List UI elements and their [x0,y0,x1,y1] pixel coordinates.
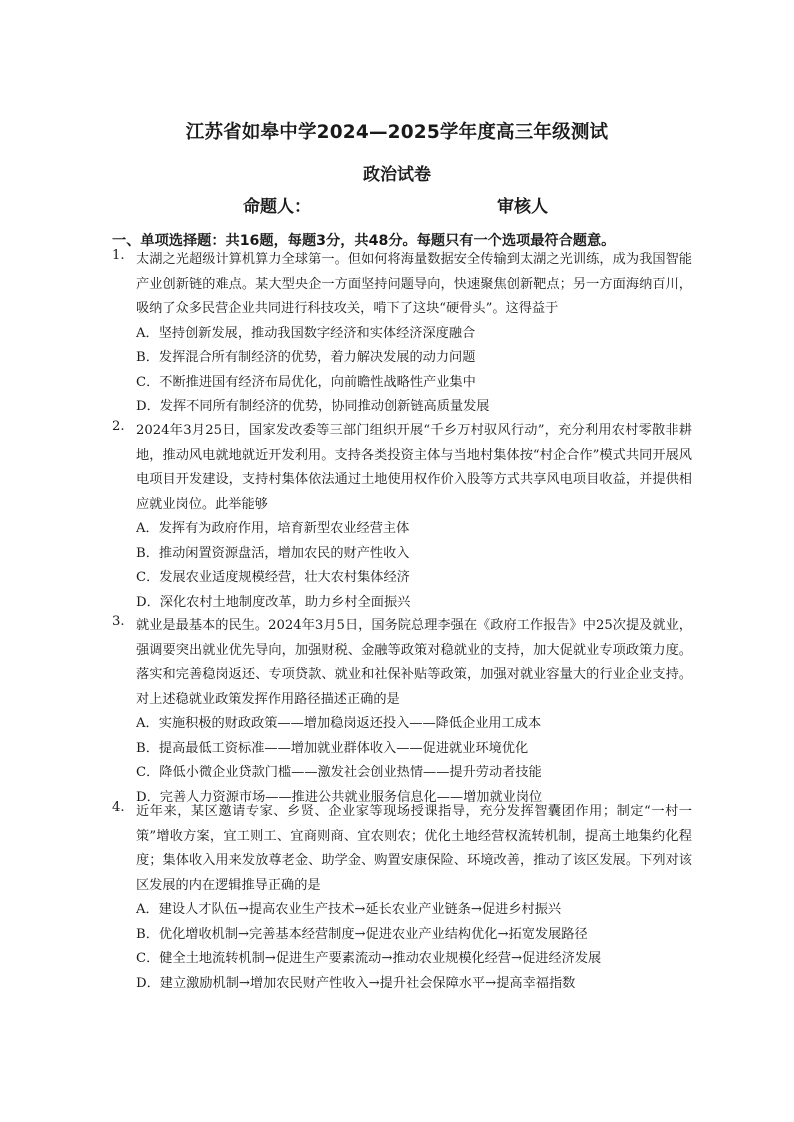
author-label: 命题人： [243,197,311,217]
exam-subtitle: 政治试卷 [363,165,431,185]
option-c: C．发展农业适度规模经营，壮大农村集体经济 [136,570,410,585]
option-a: A．坚持创新发展，推动我国数字经济和实体经济深度融合 [136,325,476,341]
option-d: D．完善人力资源市场——推进公共就业服务信息化——增加就业岗位 [136,789,543,805]
option-a: A．实施积极的财政政策——增加稳岗返还投入——降低企业用工成本 [136,716,542,731]
option-d: D．深化农村土地制度改革，助力乡村全面振兴 [136,594,411,610]
option-c: C．健全土地流转机制→促进生产要素流动→推动农业规模化经营→促进经济发展 [136,951,602,966]
option-c: C．不断推进国有经济布局优化，向前瞻性战略性产业集中 [136,374,476,390]
question-number: 1. [112,248,125,263]
question-number: 2. [112,419,125,434]
option-b: B．提高最低工资标准——增加就业群体收入——促进就业环境优化 [136,740,529,756]
question-1 [112,248,692,420]
exam-title: 江苏省如皋中学2024—2025学年度高三年级测试 [185,122,609,143]
question-number: 4. [112,800,125,815]
question-2 [112,419,692,615]
reviewer-label: 审核人 [497,197,548,217]
section-heading: 一、单项选择题：共16题，每题3分，共48分。每题只有一个选项最符合题意。 [112,233,616,249]
option-c: C．降低小微企业贷款门槛——激发社会创业热情——提升劳动者技能 [136,765,542,780]
option-d: D．建立激励机制→增加农民财产性收入→提升社会保障水平→提高幸福指数 [136,975,576,991]
question-3 [112,614,692,810]
question-stem: 2024年3月25日，国家发改委等三部门组织开展“千乡万村驭风行动”，充分利用农村零散非耕地，推动风电就地就近开发利用。支持各类投资主体与当地村集体按“村企合作”模式共同开展风电项目开发建设，支持村集体依法通过土地使用权作价入股等方式共享风电项目收益，并提供相应就业岗位。此举能够 [136,423,692,512]
option-a: A．建设人才队伍→提高农业生产技术→延长农业产业链条→促进乡村振兴 [136,902,562,917]
author-line [0,192,794,216]
question-stem: 太湖之光超级计算机算力全球第一。但如何将海量数据安全传输到太湖之光训练，成为我国智能产业创新链的难点。某大型央企一方面坚持问题导向，快速聚焦创新靶点；另一方面海纳百川，吸纳了众多民营企业共同进行科技攻关，啃下了这块“硬骨头”。这得益于 [136,252,692,316]
option-a: A．发挥有为政府作用，培育新型农业经营主体 [136,521,410,536]
question-number: 3. [112,614,125,629]
question-stem: 就业是最基本的民生。2024年3月5日，国务院总理李强在《政府工作报告》中25次提及就业，强调要突出就业优先导向，加强财税、金融等政策对稳就业的支持，加大促就业专项政策力度。落实和完善稳岗返还、专项贷款、就业和社保补贴等政策，加强对就业容量大的行业企业支持。对上述稳就业政策发挥作用路径描述正确的是 [136,618,692,707]
option-b: B．推动闲置资源盘活，增加农民的财产性收入 [136,545,410,561]
option-b: B．发挥混合所有制经济的优势，着力解决发展的动力问题 [136,350,476,365]
question-stem: 近年来，某区邀请专家、乡贤、企业家等现场授课指导，充分发挥智囊团作用；制定“一村一策”增收方案，宜工则工、宜商则商、宜农则农；优化土地经营权流转机制，提高土地集约化程度；集体收入用来发放尊老金、助学金、购置安康保险、环境改善，推动了该区发展。下列对该区发展的内在逻辑推导正确的是 [136,804,692,893]
option-b: B．优化增收机制→完善基本经营制度→促进农业产业结构优化→拓宽发展路径 [136,926,588,942]
option-d: D．发挥不同所有制经济的优势，协同推动创新链高质量发展 [136,399,490,414]
question-4 [112,800,692,996]
